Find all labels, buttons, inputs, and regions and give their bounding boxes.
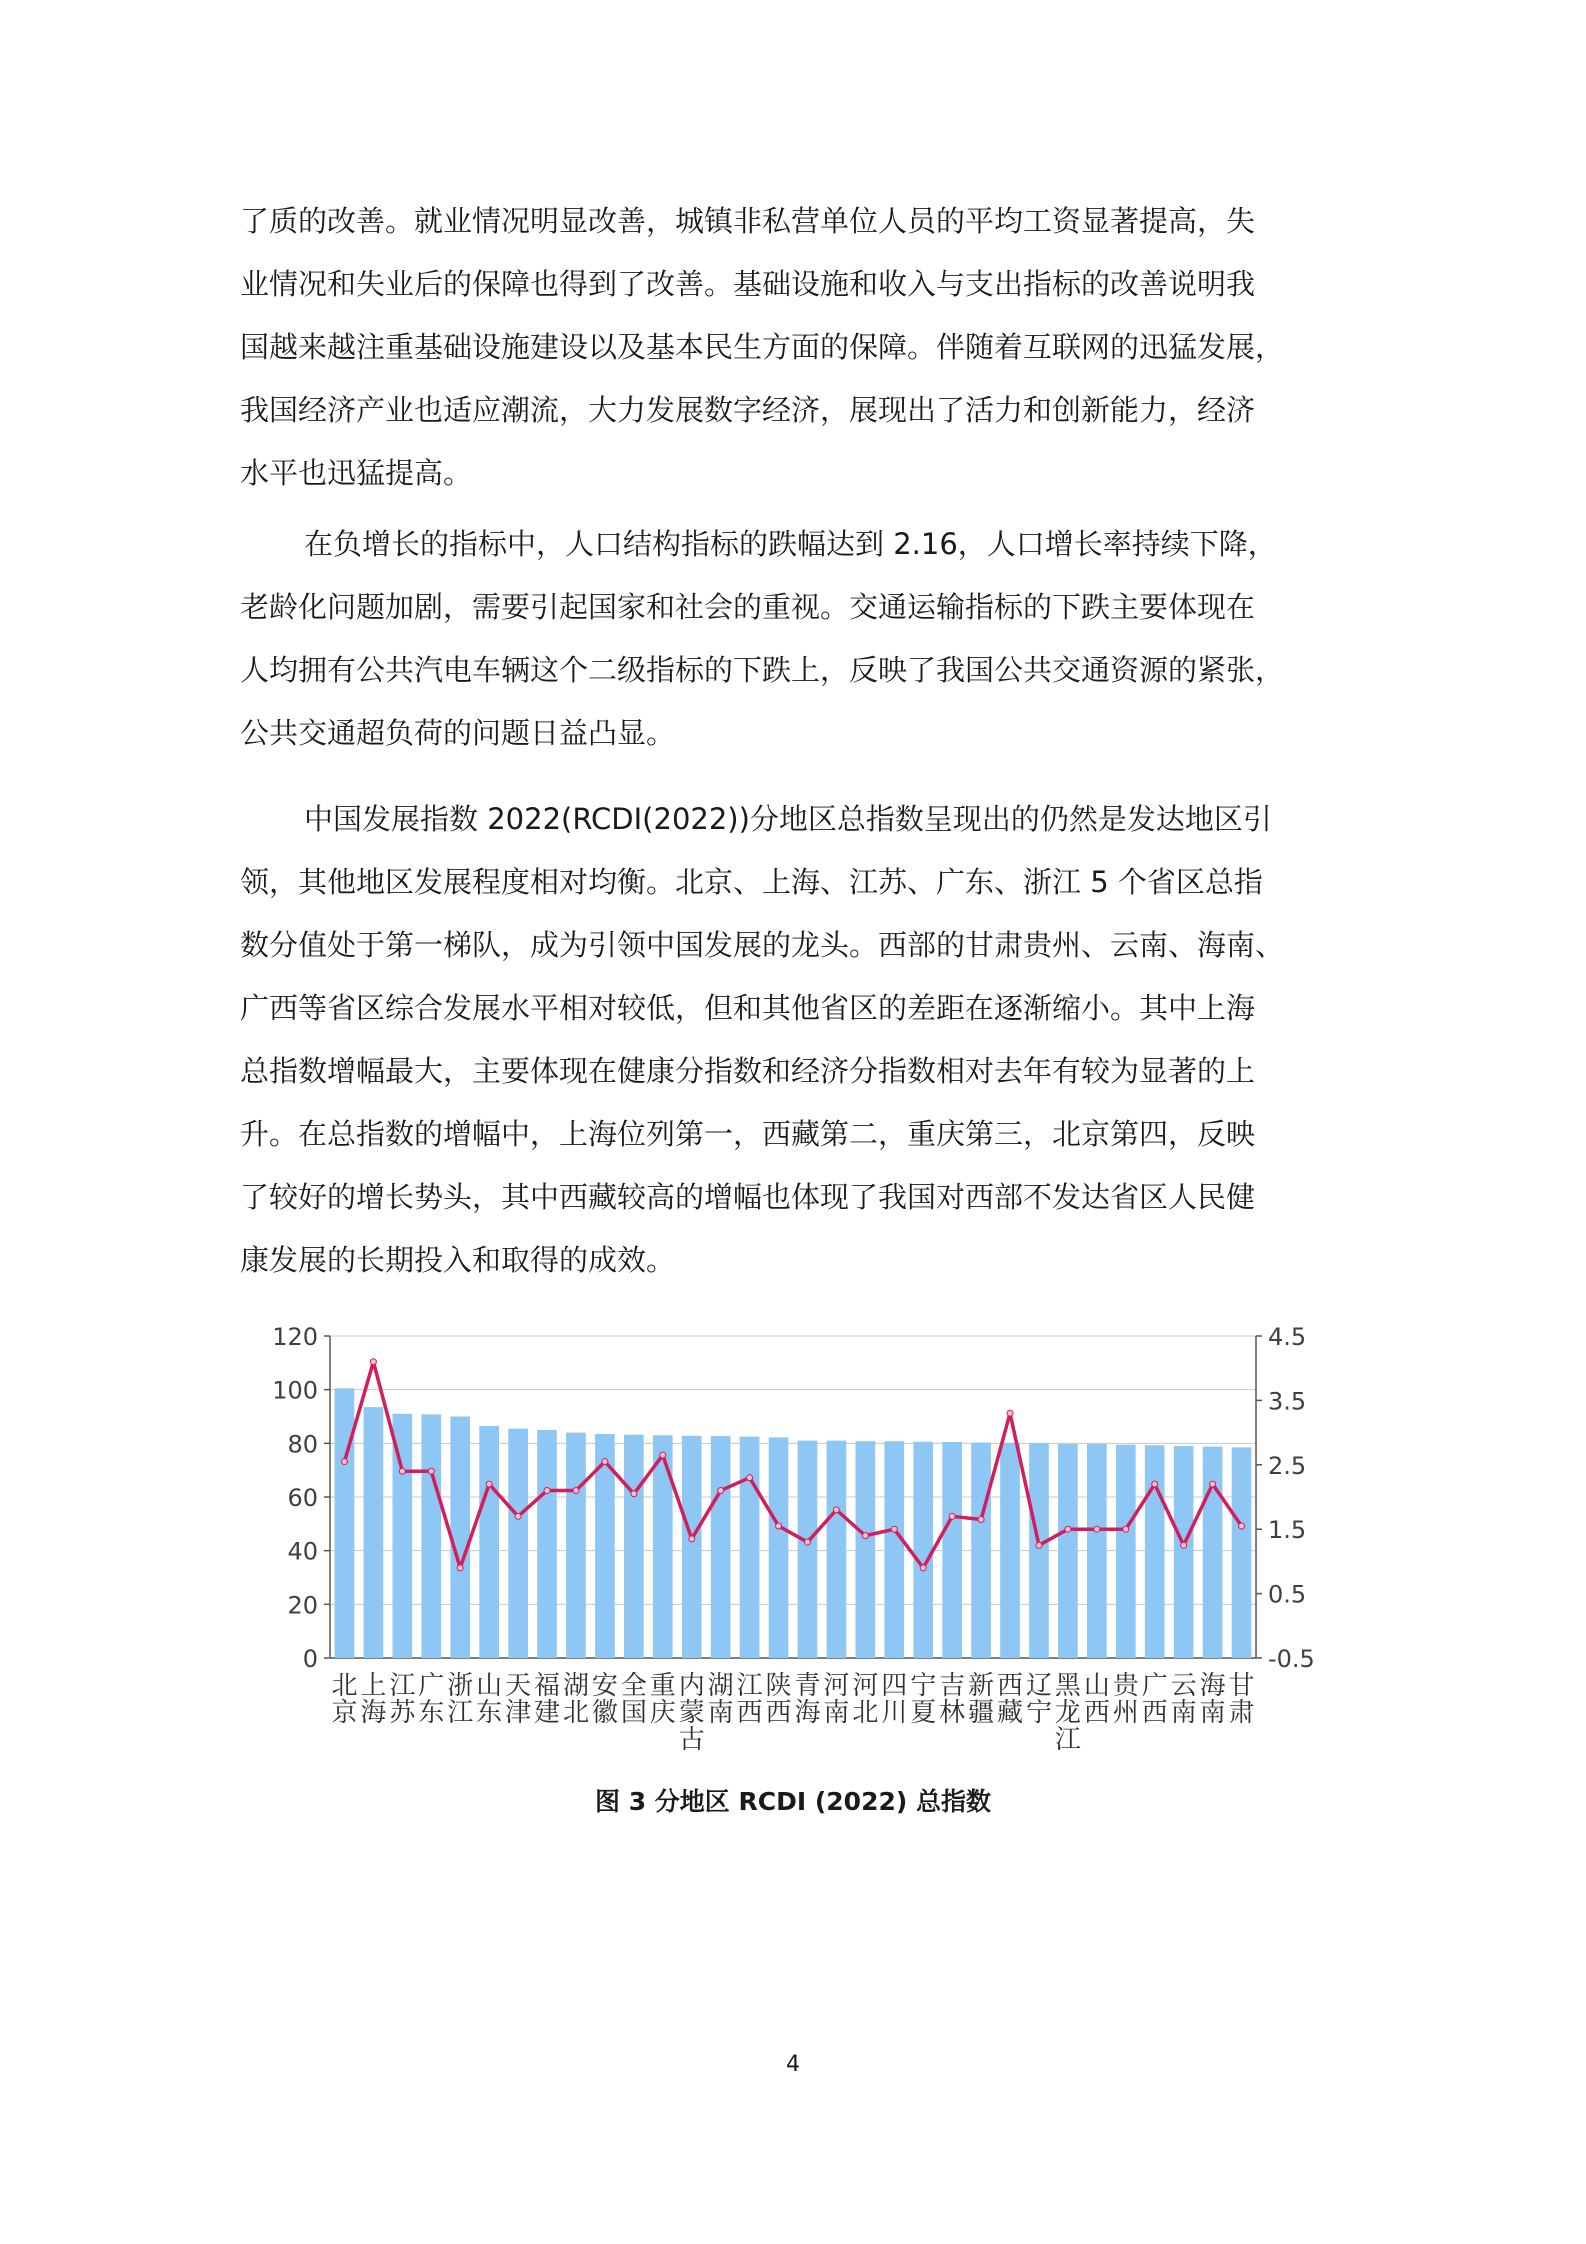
category-label-安徽: 安徽 bbox=[591, 1671, 618, 1728]
text-line: 中国发展指数 2022(RCDI(2022))分地区总指数呈现出的仍然是发达地区引 bbox=[304, 802, 1272, 836]
bar-青海 bbox=[798, 1441, 818, 1658]
growth-point-山西 bbox=[1094, 1526, 1100, 1532]
growth-point-四川 bbox=[891, 1526, 897, 1532]
growth-point-湖南 bbox=[718, 1488, 724, 1494]
bar-天津 bbox=[508, 1429, 528, 1658]
bar-湖北 bbox=[566, 1433, 586, 1658]
bar-广西 bbox=[1145, 1445, 1165, 1658]
growth-point-陕西 bbox=[776, 1523, 782, 1529]
category-label-黑龙江: 黑龙江 bbox=[1054, 1671, 1081, 1755]
text-line: 在负增长的指标中，人口结构指标的跌幅达到 2.16，人口增长率持续下降， bbox=[304, 527, 1277, 561]
left-tick-label: 0 bbox=[302, 1645, 318, 1673]
category-label-河北: 河北 bbox=[852, 1671, 879, 1728]
growth-point-天津 bbox=[515, 1513, 521, 1519]
category-label-浙江: 浙江 bbox=[447, 1671, 474, 1728]
category-label-云南: 云南 bbox=[1170, 1671, 1197, 1728]
growth-point-重庆 bbox=[660, 1452, 666, 1458]
bar-新疆 bbox=[971, 1443, 991, 1658]
bar-云南 bbox=[1174, 1446, 1194, 1658]
text-line: 国越来越注重基础设施建设以及基本民生方面的保障。伴随着互联网的迅猛发展， bbox=[240, 330, 1285, 364]
growth-point-河北 bbox=[862, 1533, 868, 1539]
text-line: 业情况和失业后的保障也得到了改善。基础设施和收入与支出指标的改善说明我 bbox=[240, 267, 1256, 301]
bar-山东 bbox=[479, 1426, 499, 1658]
right-tick-label: 4.5 bbox=[1268, 1323, 1307, 1351]
category-label-湖北: 湖北 bbox=[562, 1671, 589, 1728]
right-tick-label: 2.5 bbox=[1268, 1451, 1307, 1480]
growth-point-广西 bbox=[1152, 1481, 1158, 1487]
category-label-陕西: 陕西 bbox=[765, 1671, 792, 1728]
bar-福建 bbox=[537, 1430, 557, 1658]
left-tick-label: 60 bbox=[287, 1484, 318, 1512]
bar-浙江 bbox=[450, 1417, 470, 1659]
text-line: 老龄化问题加剧，需要引起国家和社会的重视。交通运输指标的下跌主要体现在 bbox=[240, 590, 1256, 624]
figure-caption: 图 3 分地区 RCDI (2022) 总指数 bbox=[595, 1787, 991, 1816]
bar-吉林 bbox=[942, 1442, 962, 1658]
growth-line bbox=[344, 1362, 1241, 1568]
growth-point-甘肃 bbox=[1239, 1523, 1245, 1529]
category-label-山西: 山西 bbox=[1083, 1671, 1110, 1728]
paragraph-3 bbox=[240, 788, 1360, 1292]
text-line: 升。在总指数的增幅中，上海位列第一，西藏第二，重庆第三，北京第四，反映 bbox=[240, 1117, 1256, 1151]
bar-贵州 bbox=[1116, 1445, 1136, 1658]
text-line: 总指数增幅最大，主要体现在健康分指数和经济分指数相对去年有较为显著的上 bbox=[240, 1054, 1256, 1088]
paragraph-2 bbox=[240, 513, 1360, 765]
left-tick-label: 100 bbox=[272, 1376, 318, 1405]
bar-广东 bbox=[421, 1414, 441, 1658]
growth-point-湖北 bbox=[573, 1488, 579, 1494]
left-tick-label: 80 bbox=[287, 1430, 318, 1459]
growth-point-宁夏 bbox=[920, 1565, 926, 1571]
bar-江西 bbox=[740, 1437, 760, 1658]
category-label-重庆: 重庆 bbox=[649, 1671, 676, 1728]
left-tick-label: 120 bbox=[272, 1323, 318, 1351]
category-label-上海: 上海 bbox=[360, 1671, 387, 1728]
page-number: 4 bbox=[786, 2052, 800, 2077]
growth-point-海南 bbox=[1210, 1481, 1216, 1487]
category-label-天津: 天津 bbox=[505, 1671, 532, 1728]
bar-北京 bbox=[335, 1388, 355, 1658]
growth-point-浙江 bbox=[457, 1565, 463, 1571]
growth-point-青海 bbox=[804, 1539, 810, 1545]
bar-四川 bbox=[884, 1441, 904, 1658]
text-line: 康发展的长期投入和取得的成效。 bbox=[240, 1243, 676, 1277]
growth-point-福建 bbox=[544, 1488, 550, 1494]
category-label-北京: 北京 bbox=[331, 1671, 358, 1728]
text-line: 数分值处于第一梯队，成为引领中国发展的龙头。西部的甘肃贵州、云南、海南、 bbox=[240, 928, 1285, 962]
category-label-新疆: 新疆 bbox=[968, 1671, 995, 1728]
bar-河北 bbox=[856, 1441, 876, 1658]
bar-上海 bbox=[364, 1407, 384, 1658]
text-line: 广西等省区综合发展水平相对较低，但和其他省区的差距在逐渐缩小。其中上海 bbox=[240, 991, 1256, 1025]
category-label-甘肃: 甘肃 bbox=[1228, 1671, 1255, 1728]
category-label-河南: 河南 bbox=[823, 1671, 850, 1728]
category-label-海南: 海南 bbox=[1199, 1671, 1226, 1728]
category-label-青海: 青海 bbox=[794, 1671, 821, 1728]
category-label-宁夏: 宁夏 bbox=[910, 1671, 937, 1728]
text-line: 公共交通超负荷的问题日益凸显。 bbox=[240, 716, 676, 750]
text-line: 我国经济产业也适应潮流，大力发展数字经济，展现出了活力和创新能力，经济 bbox=[240, 393, 1256, 427]
growth-point-辽宁 bbox=[1036, 1542, 1042, 1548]
bar-河南 bbox=[827, 1441, 847, 1658]
category-label-全国: 全国 bbox=[620, 1671, 647, 1728]
category-label-辽宁: 辽宁 bbox=[1025, 1671, 1052, 1728]
right-tick-label: 3.5 bbox=[1268, 1387, 1307, 1416]
left-tick-label: 20 bbox=[287, 1591, 318, 1620]
growth-point-吉林 bbox=[949, 1513, 955, 1519]
bar-宁夏 bbox=[913, 1442, 933, 1658]
category-label-福建: 福建 bbox=[534, 1671, 561, 1728]
bar-甘肃 bbox=[1232, 1447, 1252, 1658]
category-label-广西: 广西 bbox=[1141, 1671, 1168, 1728]
bar-内蒙古 bbox=[682, 1436, 702, 1658]
bar-海南 bbox=[1203, 1447, 1223, 1658]
growth-point-河南 bbox=[833, 1507, 839, 1513]
category-label-吉林: 吉林 bbox=[939, 1671, 966, 1728]
left-tick-label: 40 bbox=[287, 1537, 318, 1566]
category-label-江西: 江西 bbox=[736, 1671, 763, 1728]
growth-point-西藏 bbox=[1007, 1410, 1013, 1416]
text-line: 了质的改善。就业情况明显改善，城镇非私营单位人员的平均工资显著提高，失 bbox=[240, 204, 1256, 238]
growth-point-上海 bbox=[370, 1359, 376, 1365]
growth-point-贵州 bbox=[1123, 1526, 1129, 1532]
growth-point-广东 bbox=[428, 1468, 434, 1474]
rcdi-chart bbox=[0, 1320, 1586, 1760]
growth-point-全国 bbox=[631, 1491, 637, 1497]
bar-陕西 bbox=[769, 1437, 789, 1658]
category-label-西藏: 西藏 bbox=[997, 1671, 1024, 1728]
growth-point-北京 bbox=[341, 1459, 347, 1465]
text-line: 领，其他地区发展程度相对均衡。北京、上海、江苏、广东、浙江 5 个省区总指 bbox=[240, 865, 1263, 899]
growth-point-山东 bbox=[486, 1481, 492, 1487]
category-label-广东: 广东 bbox=[418, 1671, 445, 1728]
category-label-四川: 四川 bbox=[881, 1671, 908, 1728]
bar-辽宁 bbox=[1029, 1443, 1049, 1658]
right-tick-label: -0.5 bbox=[1268, 1645, 1315, 1673]
growth-point-黑龙江 bbox=[1065, 1526, 1071, 1532]
bar-黑龙江 bbox=[1058, 1444, 1078, 1658]
text-line: 水平也迅猛提高。 bbox=[240, 456, 473, 490]
text-line: 人均拥有公共汽电车辆这个二级指标的下跌上，反映了我国公共交通资源的紧张， bbox=[240, 653, 1285, 687]
category-label-江苏: 江苏 bbox=[389, 1671, 416, 1728]
category-label-内蒙古: 内蒙古 bbox=[678, 1671, 705, 1755]
bar-全国 bbox=[624, 1435, 644, 1658]
right-tick-label: 1.5 bbox=[1268, 1516, 1307, 1545]
text-line: 了较好的增长势头，其中西藏较高的增幅也体现了我国对西部不发达省区人民健 bbox=[240, 1180, 1256, 1214]
bar-重庆 bbox=[653, 1435, 673, 1658]
paragraph-1 bbox=[240, 190, 1360, 505]
growth-point-云南 bbox=[1181, 1542, 1187, 1548]
growth-point-江苏 bbox=[399, 1468, 405, 1474]
category-label-山东: 山东 bbox=[476, 1671, 503, 1728]
category-label-贵州: 贵州 bbox=[1112, 1671, 1139, 1728]
right-tick-label: 0.5 bbox=[1268, 1580, 1307, 1609]
growth-point-江西 bbox=[747, 1475, 753, 1481]
growth-point-内蒙古 bbox=[689, 1536, 695, 1542]
bar-西藏 bbox=[1000, 1443, 1020, 1658]
category-label-湖南: 湖南 bbox=[707, 1671, 734, 1728]
bar-湖南 bbox=[711, 1436, 731, 1658]
growth-point-新疆 bbox=[978, 1517, 984, 1523]
bar-山西 bbox=[1087, 1444, 1107, 1658]
growth-point-安徽 bbox=[602, 1459, 608, 1465]
